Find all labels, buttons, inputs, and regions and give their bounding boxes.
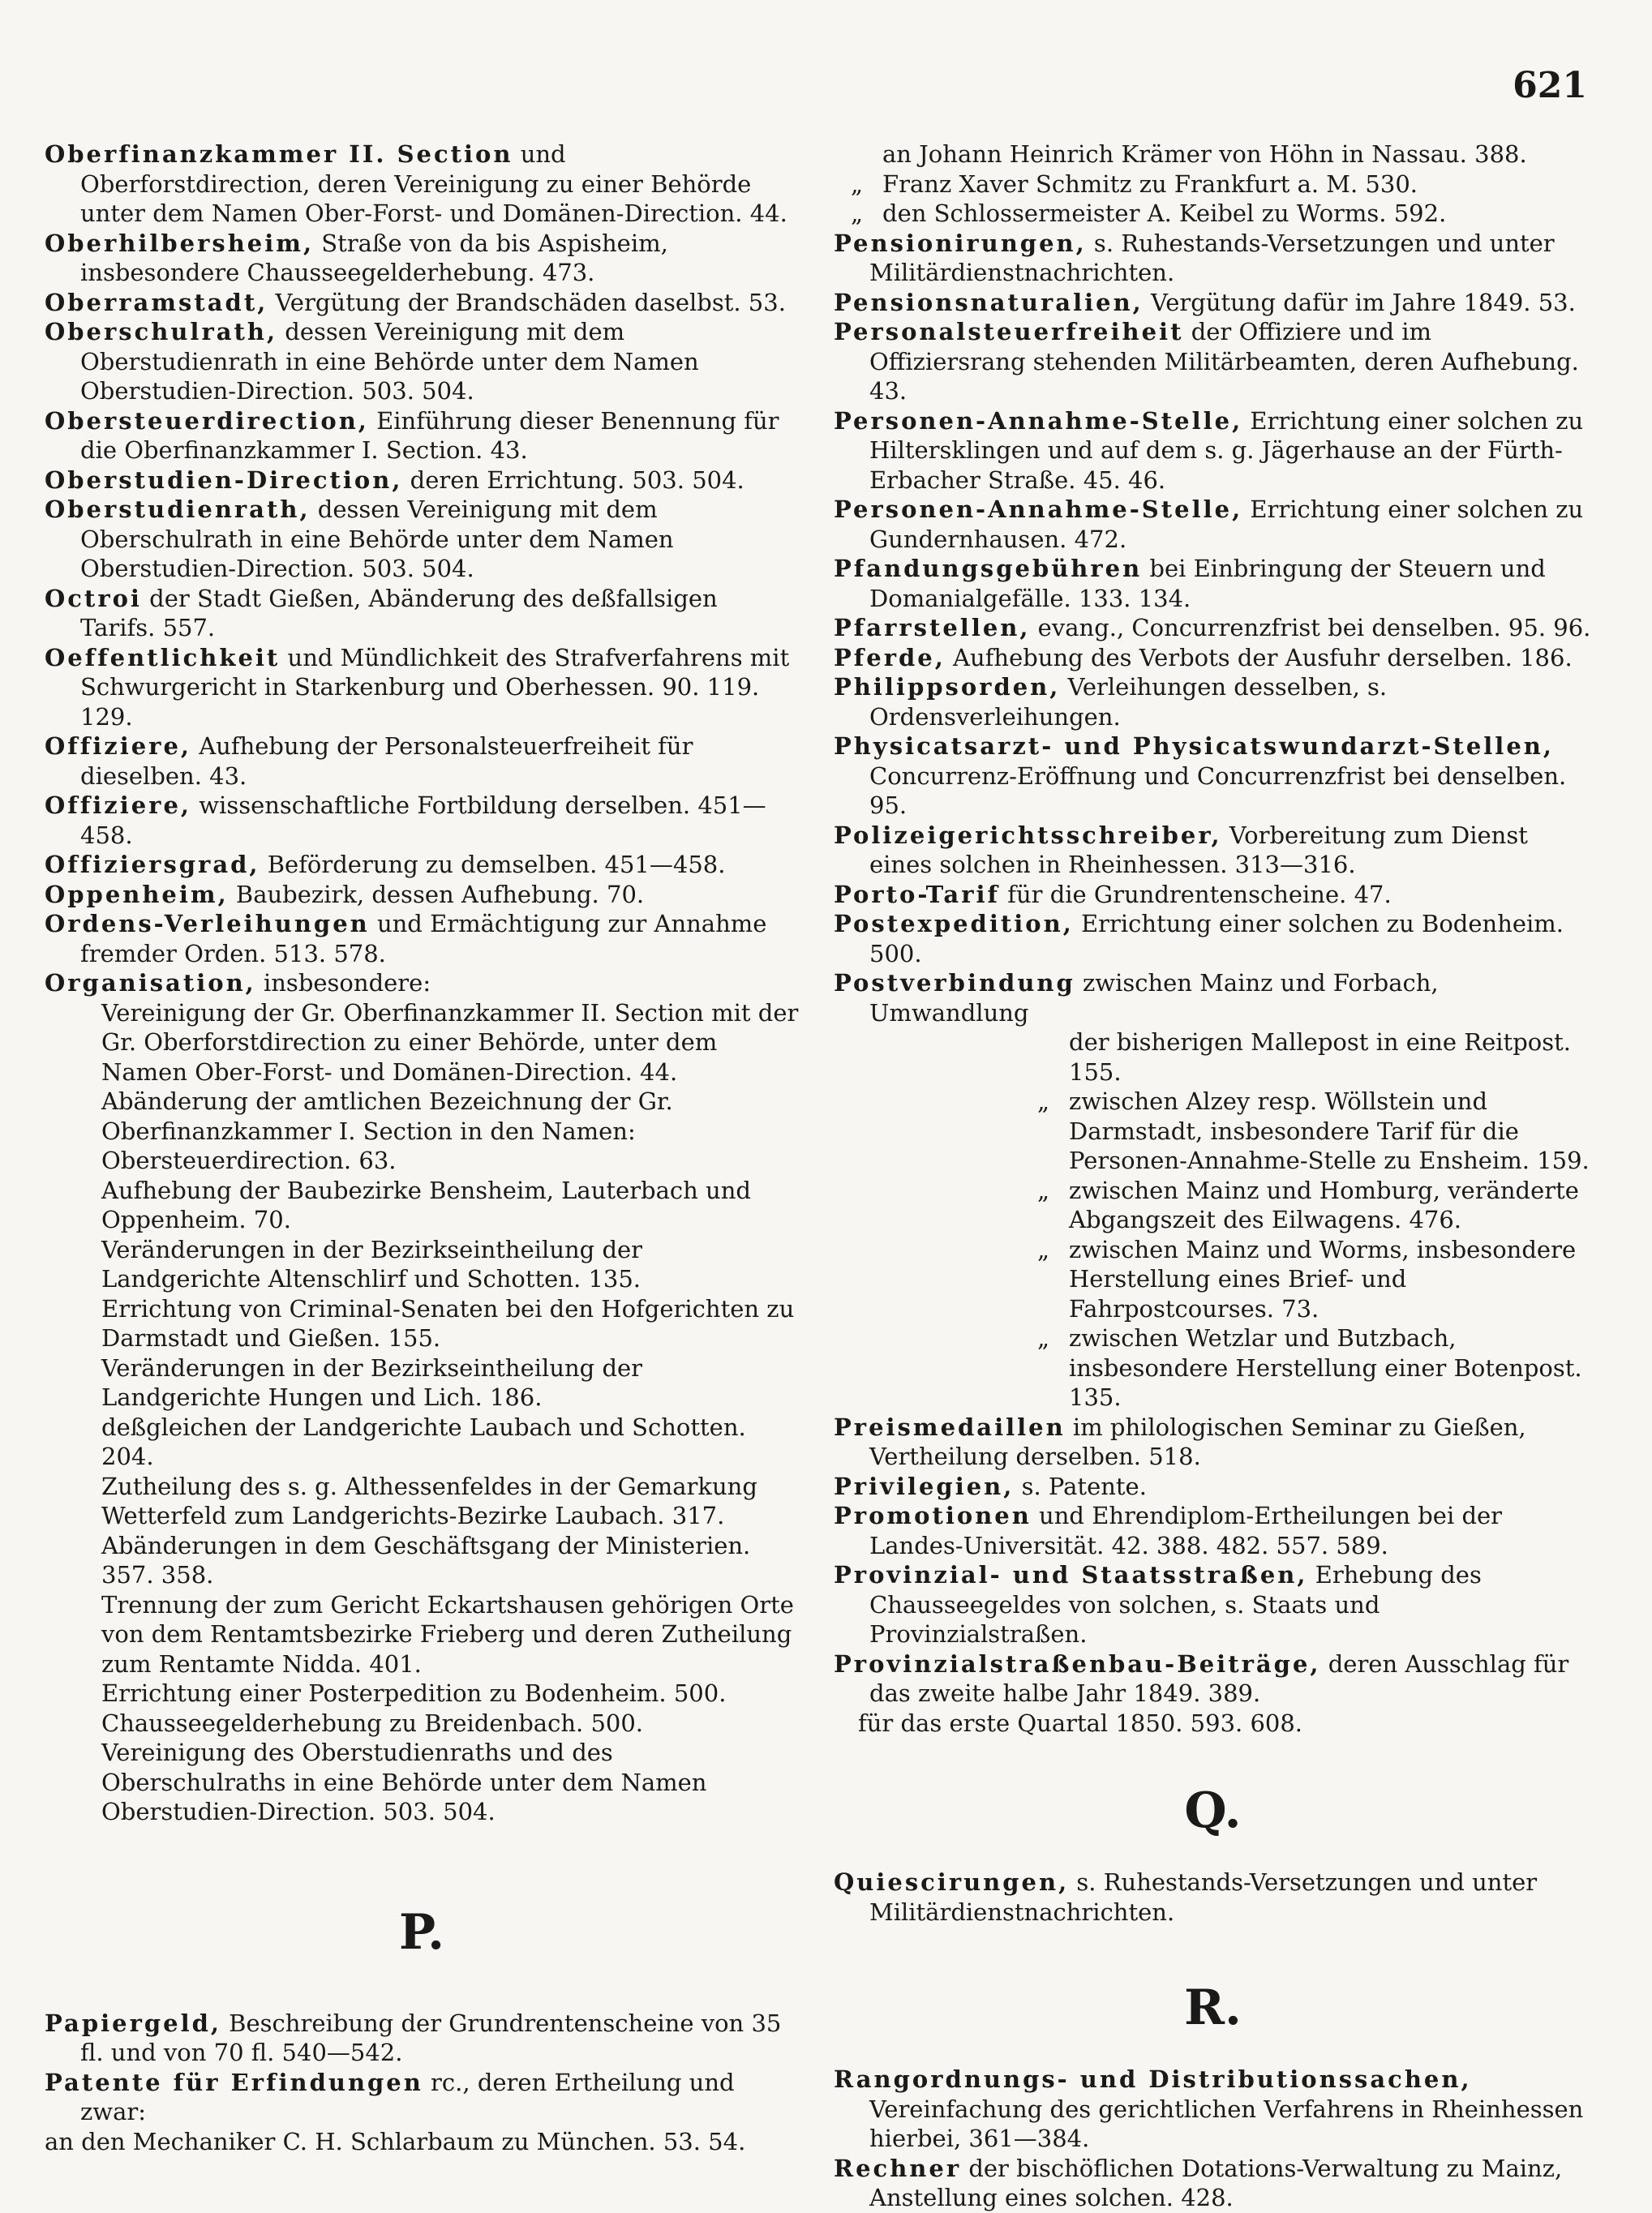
index-entry — [834, 880, 1592, 910]
index-section-p — [45, 2009, 799, 2157]
index-section-q — [834, 1868, 1592, 1927]
entry-keyword: Personalsteuerfreiheit — [834, 318, 1184, 345]
index-entry — [834, 1472, 1592, 1502]
entry-keyword: Quiescirungen, — [834, 1868, 1070, 1896]
ditto-mark — [834, 1027, 1069, 1087]
entry-keyword: Oberfinanzkammer II. Section — [45, 140, 513, 168]
index-entry — [834, 1501, 1592, 1560]
entry-keyword: Ordens-Verleihungen — [45, 910, 370, 937]
index-section-r — [834, 2065, 1592, 2213]
index-entry — [834, 613, 1592, 643]
provinzial-extra-line: für das erste Quartal 1850. 593. 608. — [858, 1709, 1303, 1737]
ditto-mark: „ — [1036, 1087, 1049, 1115]
entry-text: der bischöflichen Dotations-Verwaltung zu Mainz, Anstellung eines solchen. 428. — [869, 2154, 1563, 2211]
organisation-subitem: Errichtung von Criminal-Senaten bei den Hofgerichten zu Darmstadt und Gießen. 155. — [101, 1294, 795, 1352]
letter-heading-q: Q. — [1184, 1782, 1242, 1839]
index-entry — [45, 909, 799, 968]
index-entry — [834, 2065, 1592, 2154]
ditto-row — [834, 169, 1592, 199]
index-entry — [834, 1649, 1592, 1709]
index-section-p-end — [834, 1413, 1592, 1709]
entry-text: Verleihungen desselben, s. Ordensverleihungen. — [869, 673, 1388, 731]
index-entry — [45, 850, 799, 880]
entry-text: Aufhebung der Personalsteuerfreiheit für dieselben. 43. — [80, 732, 693, 790]
entry-keyword: Organisation, — [45, 969, 256, 997]
index-entry — [834, 731, 1592, 821]
organisation-subitem: Chausseegelderhebung zu Breidenbach. 500. — [101, 1709, 644, 1737]
entry-text: s. Ruhestands-Versetzungen und unter Militärdienstnachrichten. — [869, 1868, 1538, 1926]
organisation-subitem: Vereinigung des Oberstudienraths und des Oberschulraths in eine Behörde unter dem Namen Oberstudien-Direction. 503. 504. — [101, 1739, 707, 1825]
organisation-subitem: deßgleichen der Landgerichte Laubach und Schotten. 204. — [101, 1413, 746, 1470]
entry-keyword: Rangordnungs- und Distributionssachen, — [834, 2065, 1472, 2093]
entry-text: Beförderung zu demselben. 451—458. — [260, 851, 726, 878]
index-entry — [45, 495, 799, 584]
entry-keyword: Postverbindung — [834, 969, 1075, 997]
entry-keyword: Physicatsarzt- und Physicatswundarzt-Stellen, — [834, 732, 1554, 760]
index-entry — [45, 288, 799, 318]
organisation-subitem: Veränderungen in der Bezirkseintheilung der Landgerichte Hungen und Lich. 186. — [101, 1353, 643, 1411]
organisation-subitem: Vereinigung der Gr. Oberfinanzkammer II. Section mit der Gr. Oberforstdirection zu einer Behörde, unter dem Namen Ober-Forst- und Domänen-Direction. 44. — [101, 998, 799, 1086]
organisation-subitem: Trennung der zum Gericht Eckartshausen gehörigen Orte von dem Rentamtsbezirke Frieberg und deren Zutheilung zum Rentamte Nidda. 401. — [101, 1590, 794, 1678]
ditto-row — [834, 1087, 1592, 1176]
entry-text: Beschreibung der Grundrentenscheine von 35 fl. und von 70 fl. 540—542. — [80, 2009, 782, 2066]
entry-keyword: Provinzialstraßenbau-Beiträge, — [834, 1649, 1321, 1678]
entry-keyword: Pfarrstellen, — [834, 614, 1031, 641]
index-entry — [834, 1560, 1592, 1649]
index-entry — [45, 643, 799, 732]
entry-text: insbesondere: — [255, 969, 431, 997]
entry-text: Vorbereitung zum Dienst eines solchen in Rheinhessen. 313—316. — [869, 821, 1528, 878]
entry-text: deren Errichtung. 503. 504. — [402, 465, 744, 494]
ditto-row — [834, 139, 1592, 169]
index-section-p-cont — [834, 229, 1592, 1028]
ditto-text: an Johann Heinrich Krämer von Höhn in Nassau. 388. — [882, 140, 1527, 168]
ditto-mark: „ — [850, 169, 863, 198]
entry-keyword: Pensionirungen, — [834, 229, 1087, 257]
entry-keyword: Personen-Annahme-Stelle, — [834, 495, 1243, 523]
entry-text: zwischen Mainz und Forbach, Umwandlung — [869, 969, 1439, 1027]
entry-text: Errichtung einer solchen zu Gundernhausen. 472. — [869, 495, 1584, 553]
ditto-text: Franz Xaver Schmitz zu Frankfurt a. M. 530. — [882, 169, 1418, 198]
entry-keyword: Privilegien, — [834, 1472, 1015, 1500]
entry-text: Vereinfachung des gerichtlichen Verfahrens in Rheinhessen hierbei, 361—384. — [869, 2095, 1584, 2152]
right-column — [834, 139, 1592, 2213]
index-entry — [45, 406, 799, 465]
ditto-text: zwischen Mainz und Worms, insbesondere Herstellung eines Brief- und Fahrpostcourses. 73. — [1069, 1235, 1577, 1323]
letter-heading-p: P. — [398, 1903, 445, 1961]
entry-text: evang., Concurrenzfrist bei denselben. 95. 96. — [1030, 614, 1591, 641]
entry-keyword: Papiergeld, — [45, 2009, 221, 2037]
index-entry — [45, 2127, 799, 2157]
entry-keyword: Oberstudienrath, — [45, 495, 311, 523]
index-entry — [834, 643, 1592, 673]
entry-keyword: Oeffentlichkeit — [45, 643, 281, 671]
entry-keyword: Pfandungsgebühren — [834, 555, 1143, 582]
index-entry — [834, 672, 1592, 731]
index-entry — [834, 968, 1592, 1027]
entry-text: bei Einbringung der Steuern und Domanialgefälle. 133. 134. — [869, 555, 1546, 612]
entry-keyword: Rechner — [834, 2154, 962, 2182]
index-entry — [834, 909, 1592, 968]
organisation-subitem: Abänderungen in dem Geschäftsgang der Ministerien. 357. 358. — [101, 1531, 751, 1589]
index-entry — [834, 406, 1592, 495]
organisation-subitem: Zutheilung des s. g. Althessenfeldes in der Gemarkung Wetterfeld zum Landgerichts-Bezirke Laubach. 317. — [101, 1472, 757, 1529]
index-entry — [834, 821, 1592, 880]
entry-text: Straße von da bis Aspisheim, insbesondere Chausseegelderhebung. 473. — [80, 229, 668, 286]
index-entry — [45, 584, 799, 643]
entry-text: und Oberforstdirection, deren Vereinigung zu einer Behörde unter dem Namen Ober-Forst- und Domänen-Direction. 44. — [80, 140, 787, 227]
ditto-text: zwischen Wetzlar und Butzbach, insbesondere Herstellung einer Botenpost. 135. — [1069, 1324, 1582, 1411]
index-entry — [45, 229, 799, 288]
entry-keyword: Offiziere, — [45, 732, 191, 760]
entry-keyword: Oberstudien-Direction, — [45, 465, 403, 494]
organisation-subitem: Abänderung der amtlichen Bezeichnung der Gr. Oberfinanzkammer I. Section in den Namen: Obersteuerdirection. 63. — [101, 1087, 673, 1174]
organisation-subitems — [45, 998, 799, 1827]
entry-keyword: Offiziere, — [45, 791, 191, 819]
index-entry — [834, 2154, 1592, 2213]
index-entry — [45, 791, 799, 850]
index-entry — [45, 139, 799, 229]
ditto-row — [834, 1176, 1592, 1235]
ditto-mark: „ — [850, 199, 863, 227]
entry-keyword: Postexpedition, — [834, 910, 1074, 937]
ditto-mark: „ — [1036, 1324, 1049, 1352]
entry-text: und Ehrendiplom-Ertheilungen bei der Landes-Universität. 42. 388. 482. 557. 589. — [869, 1502, 1503, 1559]
postverbindung-subitems — [834, 1027, 1592, 1413]
entry-text: Errichtung einer solchen zu Bodenheim. 500. — [869, 910, 1564, 967]
ditto-row — [834, 1027, 1592, 1087]
entry-keyword: Pensionsnaturalien, — [834, 288, 1144, 316]
entry-text: der Offiziere und im Offiziersrang stehenden Militärbeamten, deren Aufhebung. 43. — [869, 318, 1579, 405]
entry-keyword: Offiziersgrad, — [45, 851, 260, 878]
entry-text: Einführung dieser Benennung für die Oberfinanzkammer I. Section. 43. — [80, 406, 779, 464]
entry-text: Concurrenz-Eröffnung und Concurrenzfrist bei denselben. 95. — [869, 761, 1567, 819]
entry-text: dessen Vereinigung mit dem Oberstudienrath in eine Behörde unter dem Namen Oberstudien-Direction. 503. 504. — [80, 318, 699, 405]
entry-keyword: Octroi — [45, 584, 142, 612]
left-column — [45, 139, 799, 2156]
ditto-mark: „ — [1036, 1235, 1049, 1263]
index-entry — [45, 2009, 799, 2068]
ditto-row — [834, 1235, 1592, 1324]
entry-keyword: Provinzial- und Staatsstraßen, — [834, 1561, 1308, 1589]
entry-keyword: Patente für Erfindungen — [45, 2068, 423, 2096]
ditto-text: zwischen Alzey resp. Wöllstein und Darmstadt, insbesondere Tarif für die Personen-Annahme-Stelle zu Ensheim. 159. — [1069, 1087, 1590, 1174]
entry-text: wissenschaftliche Fortbildung derselben. 451—458. — [80, 791, 766, 849]
entry-text: s. Patente. — [1014, 1472, 1147, 1500]
entry-text: an den Mechaniker C. H. Schlarbaum zu München. 53. 54. — [45, 2127, 746, 2155]
organisation-subitem: Aufhebung der Baubezirke Bensheim, Lauterbach und Oppenheim. 70. — [101, 1176, 751, 1233]
entry-text: und Ermächtigung zur Annahme fremder Orden. 513. 578. — [80, 910, 767, 967]
index-entry — [45, 465, 799, 495]
entry-text: Vergütung dafür im Jahre 1849. 53. — [1143, 288, 1576, 316]
entry-text: für die Grundrentenscheine. 47. — [1000, 880, 1392, 908]
entry-keyword: Philippsorden, — [834, 673, 1061, 701]
patent-continuation — [834, 139, 1592, 229]
entry-keyword: Polizeigerichtsschreiber, — [834, 821, 1222, 849]
ditto-row — [834, 1323, 1592, 1413]
entry-keyword: Oberhilbersheim, — [45, 229, 315, 257]
index-entry — [834, 554, 1592, 613]
index-entry — [834, 1413, 1592, 1472]
entry-text: Aufhebung des Verbots der Ausfuhr derselben. 186. — [945, 643, 1573, 671]
organisation-subitem: Errichtung einer Posterpedition zu Bodenheim. 500. — [101, 1679, 727, 1707]
entry-text: Baubezirk, dessen Aufhebung. 70. — [228, 880, 645, 908]
entry-keyword: Oppenheim, — [45, 880, 229, 908]
entry-keyword: Obersteuerdirection, — [45, 406, 369, 435]
entry-text: Vergütung der Brandschäden daselbst. 53. — [268, 288, 786, 316]
organisation-subitem: Veränderungen in der Bezirkseintheilung der Landgerichte Altenschlirf und Schotten. 135. — [101, 1235, 643, 1293]
index-entry — [834, 1868, 1592, 1927]
ditto-row — [834, 199, 1592, 229]
entry-text: rc., deren Ertheilung und zwar: — [80, 2068, 735, 2125]
entry-text: im philologischen Seminar zu Gießen, Vertheilung derselben. 518. — [869, 1413, 1526, 1470]
index-section-o — [45, 139, 799, 998]
ditto-text: den Schlossermeister A. Keibel zu Worms. 592. — [882, 199, 1447, 227]
index-entry — [834, 317, 1592, 406]
letter-heading-r: R. — [1184, 1979, 1242, 2036]
page-number: 621 — [1513, 65, 1587, 106]
entry-keyword: Personen-Annahme-Stelle, — [834, 406, 1243, 435]
ditto-mark: „ — [1036, 1176, 1049, 1204]
entry-keyword: Pferde, — [834, 643, 946, 671]
entry-keyword: Oberschulrath, — [45, 318, 278, 345]
index-entry — [45, 317, 799, 406]
ditto-text: zwischen Mainz und Homburg, veränderte Abgangszeit des Eilwagens. 476. — [1069, 1176, 1579, 1233]
index-entry — [834, 495, 1592, 554]
entry-text: deren Ausschlag für das zweite halbe Jahr 1849. 389. — [869, 1649, 1569, 1707]
entry-keyword: Promotionen — [834, 1502, 1032, 1529]
ditto-text: der bisherigen Mallepost in eine Reitpost. 155. — [1069, 1028, 1571, 1086]
index-entry — [834, 229, 1592, 288]
index-entry — [45, 731, 799, 791]
entry-keyword: Oberramstadt, — [45, 288, 268, 316]
entry-text: Errichtung einer solchen zu Hiltersklingen und auf dem s. g. Jägerhause an der Fürth-Erbacher Straße. 45. 46. — [869, 406, 1584, 494]
entry-text: s. Ruhestands-Versetzungen und unter Militärdienstnachrichten. — [869, 229, 1555, 286]
entry-keyword: Preismedaillen — [834, 1413, 1066, 1441]
entry-text: dessen Vereinigung mit dem Oberschulrath in eine Behörde unter dem Namen Oberstudien-Direction. 503. 504. — [80, 495, 674, 582]
index-entry — [45, 2068, 799, 2127]
index-entry — [45, 968, 799, 998]
index-entry — [45, 880, 799, 910]
entry-keyword: Porto-Tarif — [834, 880, 1000, 908]
entry-text: und Mündlichkeit des Strafverfahrens mit Schwurgericht in Starkenburg und Oberhessen. 90. 119. 129. — [80, 643, 790, 731]
index-entry — [834, 288, 1592, 318]
ditto-mark — [834, 139, 882, 169]
entry-text: der Stadt Gießen, Abänderung des deßfallsigen Tarifs. 557. — [80, 584, 718, 641]
entry-text: Erhebung des Chausseegeldes von solchen, s. Staats und Provinzialstraßen. — [869, 1561, 1482, 1648]
